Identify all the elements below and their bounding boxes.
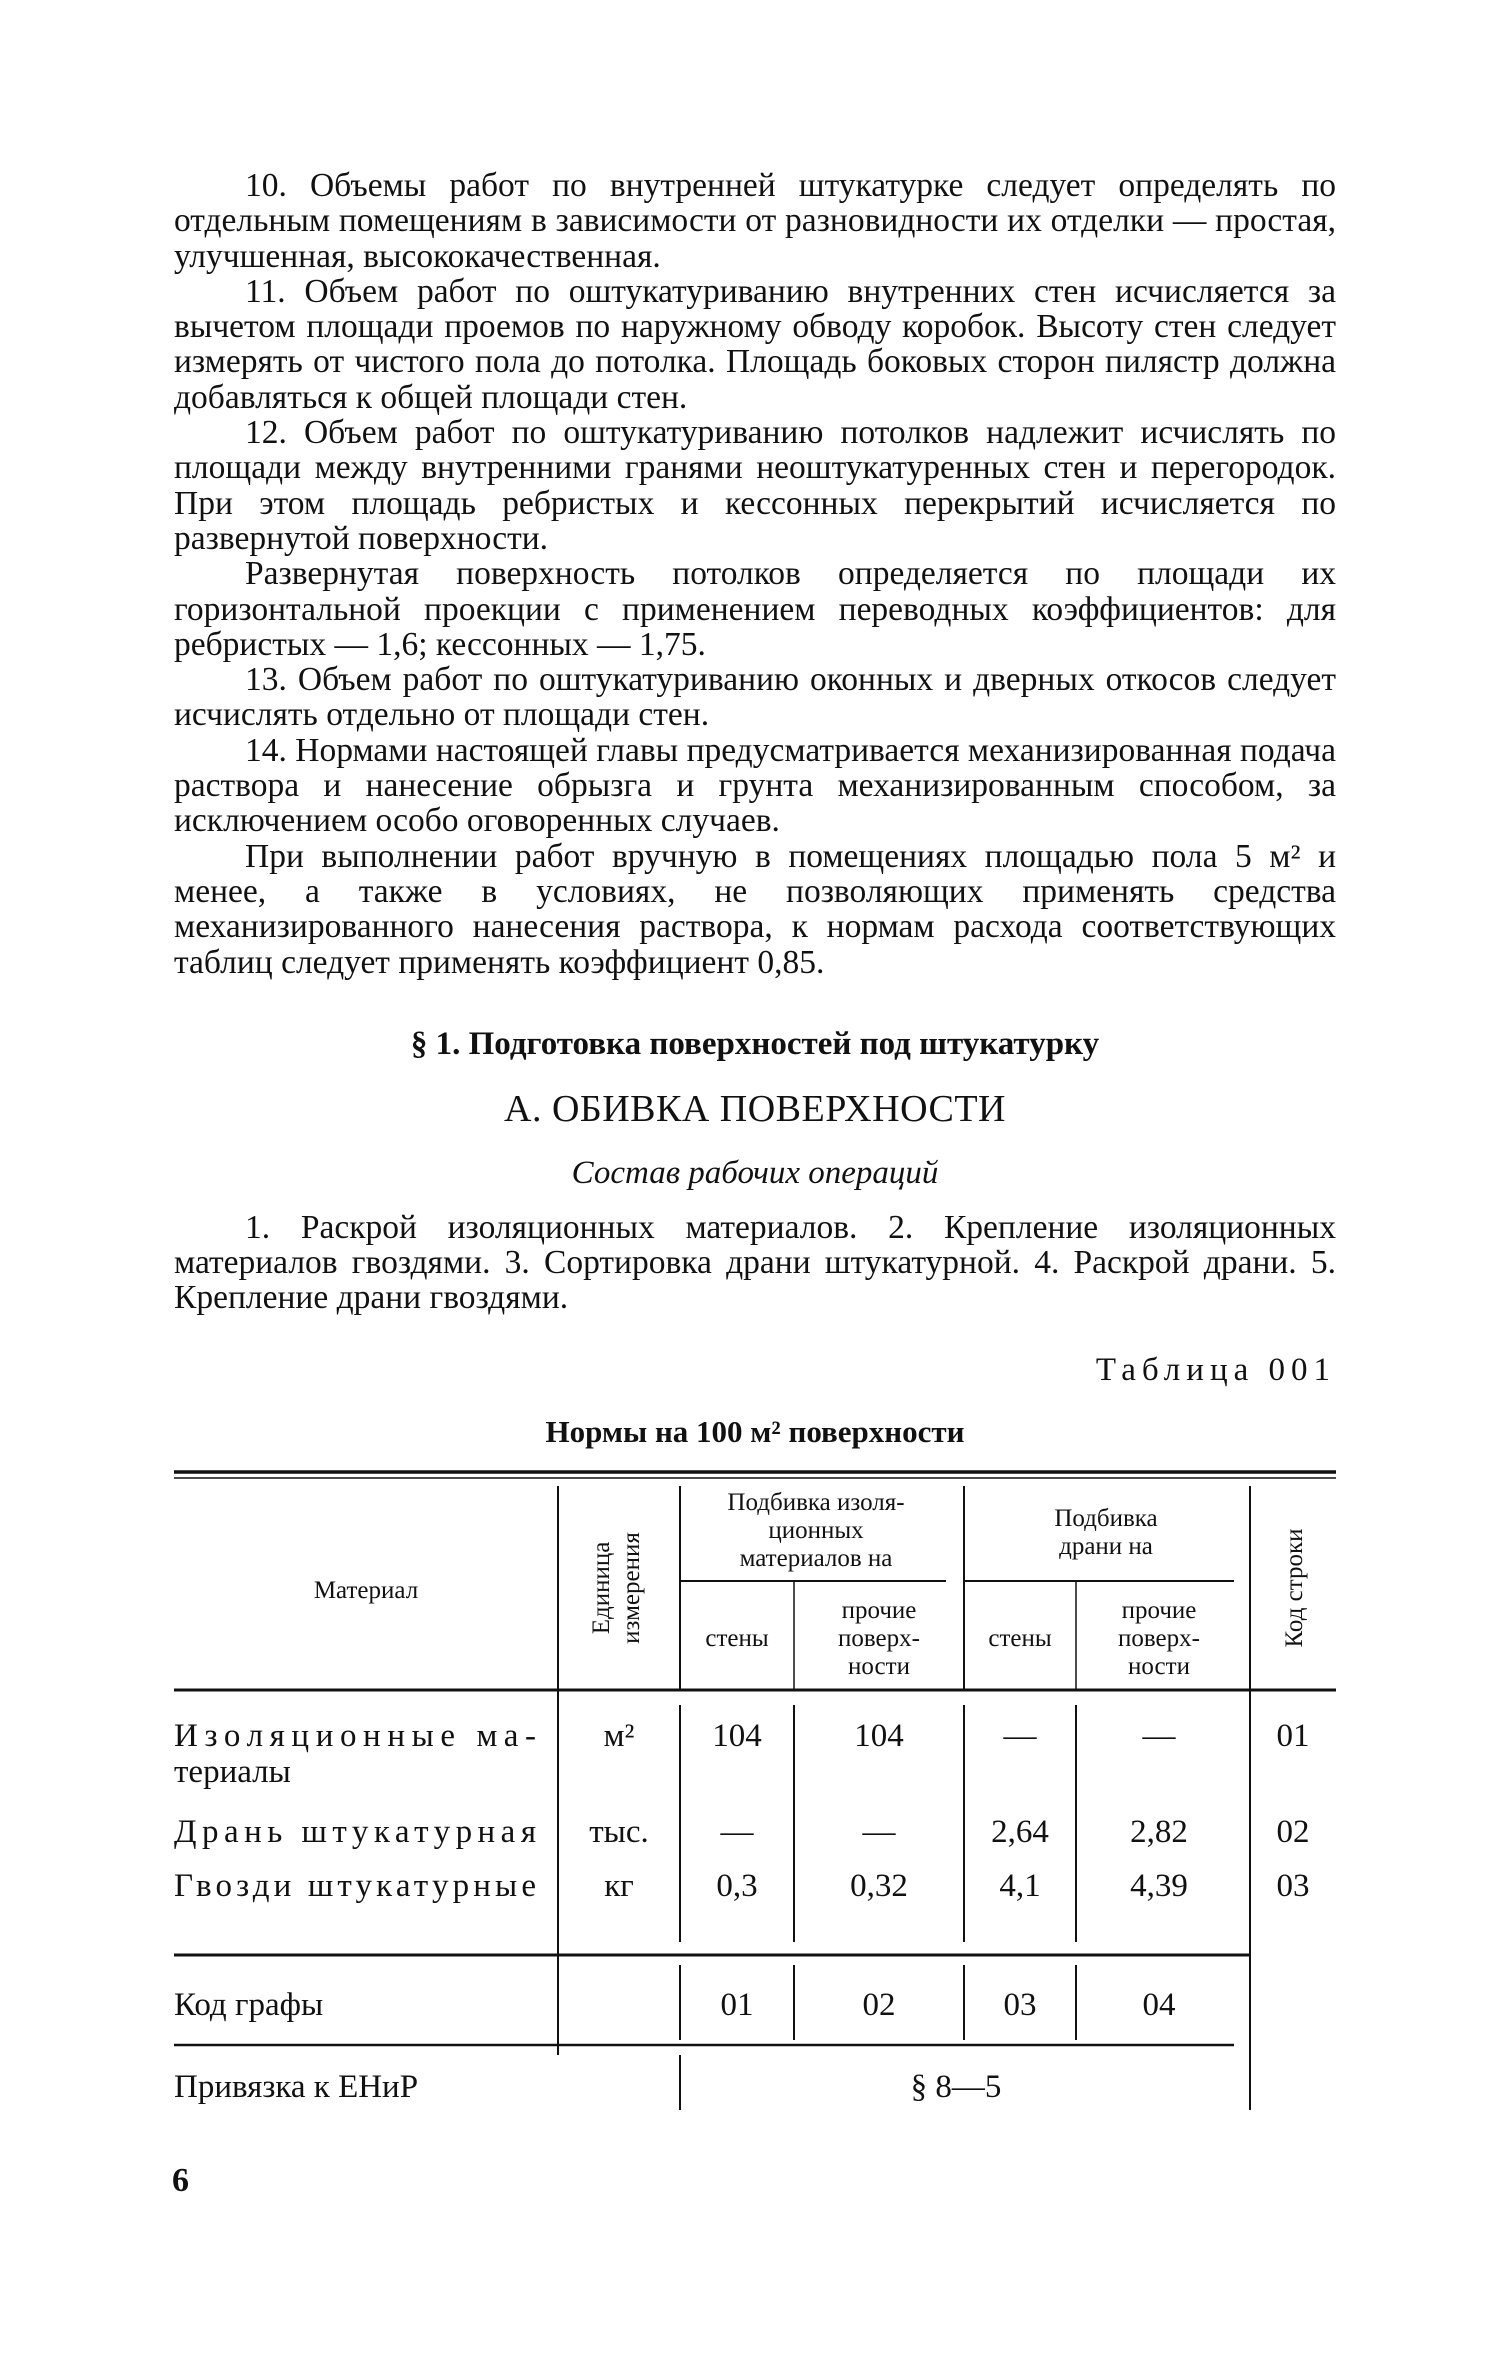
table-header	[314, 1489, 1308, 1680]
paragraph-12-note: Развернутая поверхность потолков определяется по площади их горизонтальной проекции с применением переводных коэффициентов: для ребристых — 1,6; кессонных — 1,75.	[174, 555, 1336, 663]
header-other-1-line2: поверх-	[838, 1624, 920, 1652]
document-page	[174, 168, 1336, 2110]
page-number: 6	[172, 2162, 189, 2199]
header-other-2-line2: поверх-	[1118, 1624, 1200, 1652]
paragraph-13: 13. Объем работ по оштукатуриванию оконных и дверных откосов следует исчислять отдельно от площади стен.	[174, 661, 1336, 734]
binding-value: § 8—5	[910, 2068, 1002, 2105]
row1-value-4: —	[1142, 1717, 1176, 1754]
row3-value-2: 0,32	[850, 1867, 908, 1904]
header-unit-line1: Единица	[588, 1541, 615, 1635]
header-other-1-line1: прочие	[841, 1596, 917, 1624]
header-group2-line2: драни на	[1059, 1532, 1153, 1560]
row2-value-1: —	[720, 1813, 754, 1850]
paragraph-12: 12. Объем работ по оштукатуриванию потолков надлежит исчислять по площади между внутренними гранями неоштукатуренных стен и перегородок. При этом площадь ребристых и кессонных перекрытий исчисляется по развернутой поверхности.	[174, 414, 1336, 557]
table-label: Таблица 001	[1095, 1351, 1336, 1388]
header-row-code	[1281, 1528, 1308, 1647]
header-unit	[588, 1531, 645, 1643]
header-group2-line1: Подбивка	[1054, 1504, 1158, 1532]
paragraph-11: 11. Объем работ по оштукатуриванию внутренних стен исчисляется за вычетом площади проемов по наружному обводу коробок. Высоту стен следует измерять от чистого пола до потолка. Площадь боковых сторон пилястр должна добавляться к общей площади стен.	[174, 272, 1336, 416]
header-walls-2: стены	[988, 1624, 1052, 1652]
operations-text: 1. Раскрой изоляционных материалов. 2. Крепление изоляционных материалов гвоздями. 3. Сортировка драни штукатурной. 4. Раскрой драни. 5. Крепление драни гвоздями.	[174, 1208, 1336, 1317]
row3-value-4: 4,39	[1130, 1867, 1188, 1904]
section-title: § 1. Подготовка поверхностей под штукатурку	[410, 1025, 1100, 1062]
row3-code: 03	[1276, 1867, 1310, 1904]
header-group1-line3: материалов на	[739, 1544, 893, 1572]
row3-value-3: 4,1	[999, 1867, 1041, 1904]
subsection-title: А. ОБИВКА ПОВЕРХНОСТИ	[504, 1087, 1006, 1130]
row2-value-2: —	[862, 1813, 896, 1850]
row1-material-line1: Изоляционные ма-	[174, 1717, 536, 1754]
row1-value-2: 104	[854, 1717, 904, 1754]
header-walls-1: стены	[705, 1624, 769, 1652]
row3-material: Гвозди штукатурные	[174, 1867, 536, 1904]
header-row-code-text: Код строки	[1281, 1528, 1308, 1648]
paragraph-14: 14. Нормами настоящей главы предусматривается механизированная подача раствора и нанесение обрызга и грунта механизированным способом, за исключением особо оговоренных случаев.	[174, 731, 1336, 840]
operations-title: Состав рабочих операций	[571, 1154, 939, 1191]
row1-material-line2: териалы	[174, 1753, 291, 1790]
row1-code: 01	[1276, 1717, 1310, 1754]
row1-value-3: —	[1003, 1717, 1037, 1754]
column-code-3: 03	[1003, 1986, 1037, 2023]
row3-value-1: 0,3	[716, 1867, 758, 1904]
header-other-2-line1: прочие	[1121, 1596, 1197, 1624]
header-material: Материал	[313, 1576, 419, 1604]
header-other-1-line3: ности	[848, 1652, 910, 1680]
binding-label: Привязка к ЕНиР	[174, 2068, 419, 2105]
header-unit-line2: измерения	[618, 1531, 645, 1644]
row1-unit: м²	[603, 1717, 635, 1754]
column-code-2: 02	[862, 1986, 896, 2023]
norms-table	[174, 1470, 1336, 2110]
header-group1-line1: Подбивка изоля-	[727, 1488, 905, 1516]
row2-material: Дрань штукатурная	[174, 1813, 536, 1850]
table-body	[174, 1718, 1310, 2105]
row2-value-4: 2,82	[1130, 1813, 1188, 1850]
column-code-label: Код графы	[174, 1986, 324, 2023]
row2-unit: тыс.	[589, 1813, 649, 1850]
row2-value-3: 2,64	[991, 1813, 1049, 1850]
table-caption: Нормы на 100 м² поверхности	[545, 1413, 965, 1449]
row3-unit: кг	[604, 1867, 634, 1904]
paragraph-14-note: При выполнении работ вручную в помещениях площадью пола 5 м² и менее, а также в условиях, не позволяющих применять средства механизированного нанесения раствора, к нормам расхода соответствующих таблиц следует применять коэффициент 0,85.	[174, 837, 1336, 981]
paragraph-10: 10. Объемы работ по внутренней штукатурке следует определять по отдельным помещениям в зависимости от разновидности их отделки — простая, улучшенная, высококачественная.	[174, 167, 1336, 275]
column-code-4: 04	[1142, 1986, 1176, 2023]
row2-code: 02	[1276, 1813, 1310, 1850]
header-other-2-line3: ности	[1128, 1652, 1190, 1680]
header-group1-line2: ционных	[768, 1516, 864, 1544]
row1-value-1: 104	[712, 1717, 762, 1754]
column-code-1: 01	[720, 1986, 754, 2023]
